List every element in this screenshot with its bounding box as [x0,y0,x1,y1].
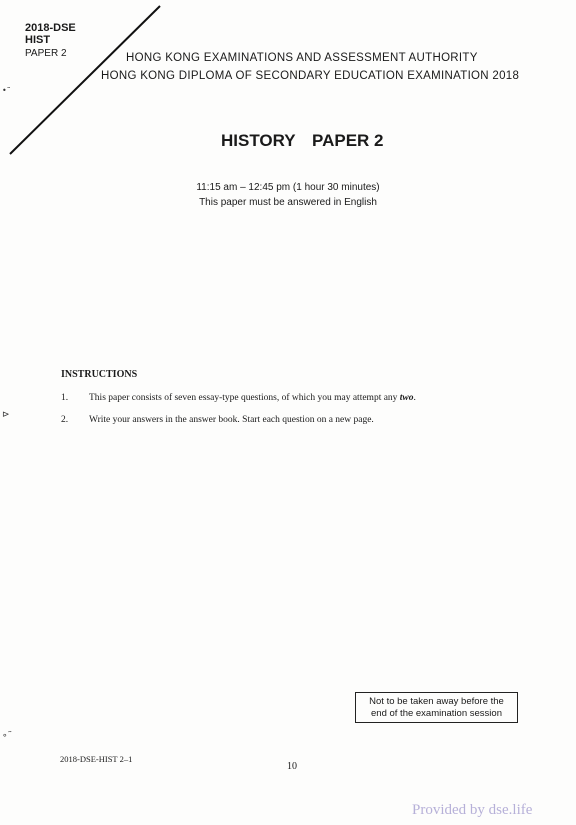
instruction-item [61,415,374,425]
paper-code-year: 2018-DSE [25,22,76,34]
scan-mark-icon: ⊳ [2,410,10,420]
paper-code-block [25,22,76,60]
watermark: Provided by dse.life [412,802,533,818]
exam-time-block [0,180,576,210]
instruction-item [61,393,416,403]
instruction-text: Write your answers in the answer book. Start each question on a new page. [89,415,374,425]
paper-code-subject: HIST [25,34,51,46]
notice-line-1: Not to be taken away before the [369,696,504,707]
instruction-number: 2. [61,415,69,425]
instruction-text-end: . [413,393,416,403]
paper-title-subject: HISTORY [221,131,296,150]
paper-code-paper: PAPER 2 [25,48,67,59]
notice-line-2: end of the examination session [371,708,502,719]
authority-heading: HONG KONG EXAMINATIONS AND ASSESSMENT AUTHORITY [126,52,478,64]
instruction-number: 1. [61,393,69,403]
page-number: 10 [287,761,297,772]
paper-title-number: PAPER 2 [312,131,384,150]
footer-paper-code: 2018-DSE-HIST 2–1 [60,754,133,764]
notice-box [355,692,518,723]
scan-mark-icon: •˜ [2,86,11,95]
instruction-text: This paper consists of seven essay-type questions, of which you may attempt any [89,393,400,403]
exam-language-note: This paper must be answered in English [199,197,377,208]
exam-duration: 11:15 am – 12:45 pm (1 hour 30 minutes) [196,182,380,193]
instructions-heading: INSTRUCTIONS [61,369,138,380]
scan-mark-icon: ∘˜ [2,731,13,741]
exam-heading: HONG KONG DIPLOMA OF SECONDARY EDUCATION EXAMINATION 2018 [101,70,520,82]
instruction-emphasis: two [399,393,414,403]
